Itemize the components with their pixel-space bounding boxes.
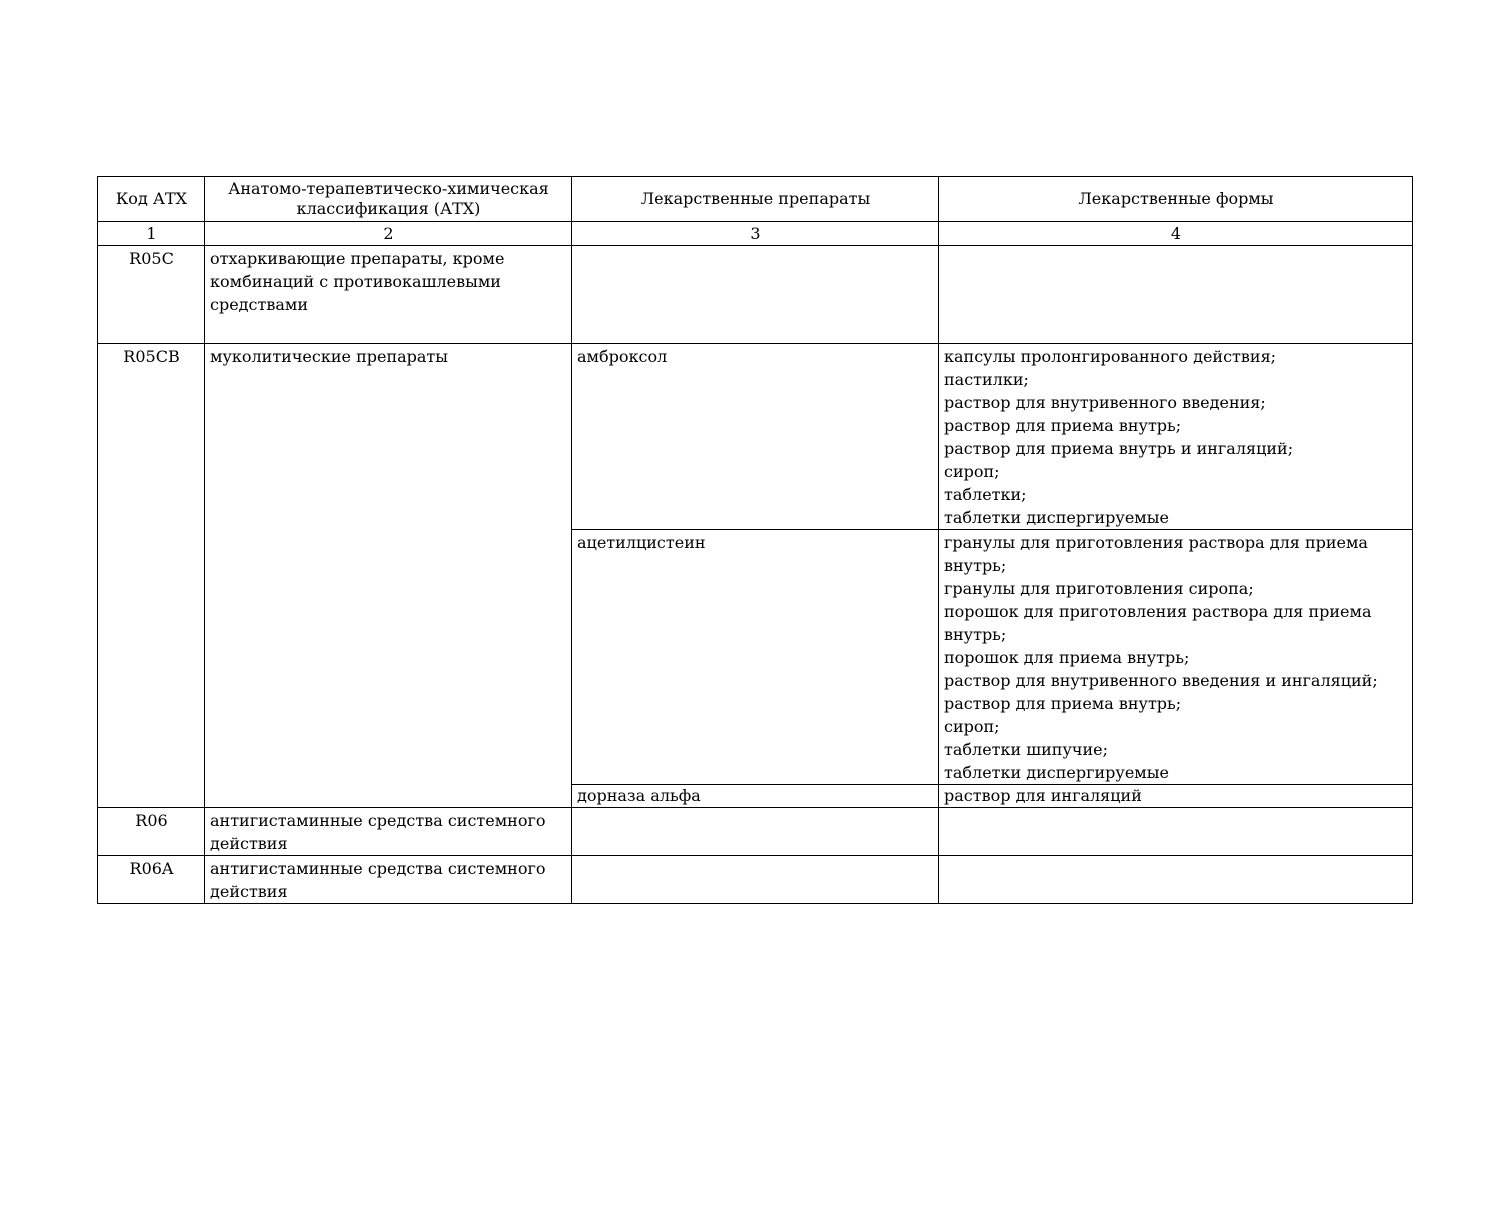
form-item: раствор для приема внутрь; — [944, 416, 1182, 435]
form-item: раствор для приема внутрь; — [944, 694, 1182, 713]
drug-cell — [572, 856, 939, 904]
form-item: раствор для внутривенного введения; — [944, 393, 1266, 412]
header-drugs: Лекарственные препараты — [572, 177, 939, 222]
atx-code-cell: R05CB — [98, 344, 205, 808]
form-item: раствор для приема внутрь и ингаляций; — [944, 439, 1294, 458]
column-number: 1 — [98, 222, 205, 246]
form-item: раствор для внутривенного введения и ингаляций; — [944, 671, 1378, 690]
form-item: гранулы для приготовления раствора для приема внутрь; — [944, 533, 1368, 575]
drug-cell — [572, 246, 939, 344]
form-item: капсулы пролонгированного действия; — [944, 347, 1277, 366]
form-item: сироп; — [944, 462, 1000, 481]
forms-cell — [939, 530, 1413, 785]
form-item: порошок для приема внутрь; — [944, 648, 1190, 667]
header-atx-code: Код АТХ — [98, 177, 205, 222]
forms-list — [944, 345, 1408, 529]
atx-code-cell: R05C — [98, 246, 205, 344]
forms-cell — [939, 344, 1413, 530]
form-item: раствор для ингаляций — [944, 786, 1142, 805]
drug-cell: ацетилцистеин — [572, 530, 939, 785]
classification-cell: отхаркивающие препараты, кроме комбинаций с противокашлевыми средствами — [205, 246, 572, 344]
forms-cell — [939, 785, 1413, 808]
forms-cell — [939, 808, 1413, 856]
atx-code-cell: R06 — [98, 808, 205, 856]
form-item: пастилки; — [944, 370, 1029, 389]
atx-table — [97, 176, 1413, 904]
forms-cell — [939, 856, 1413, 904]
forms-list — [944, 785, 1408, 807]
drug-cell — [572, 808, 939, 856]
atx-code-cell: R06A — [98, 856, 205, 904]
header-dosage-forms: Лекарственные формы — [939, 177, 1413, 222]
column-number-row — [98, 222, 1413, 246]
form-item: таблетки диспергируемые — [944, 763, 1169, 782]
forms-cell — [939, 246, 1413, 344]
form-item: порошок для приготовления раствора для приема внутрь; — [944, 602, 1372, 644]
form-item: сироп; — [944, 717, 1000, 736]
column-number: 3 — [572, 222, 939, 246]
table-row — [98, 246, 1413, 344]
column-number: 2 — [205, 222, 572, 246]
form-item: таблетки шипучие; — [944, 740, 1108, 759]
table-row — [98, 856, 1413, 904]
forms-list — [944, 531, 1408, 784]
header-atx-classification: Анатомо-терапевтическо-химическая классификация (АТХ) — [205, 177, 572, 222]
classification-cell: муколитические препараты — [205, 344, 572, 808]
classification-cell: антигистаминные средства системного действия — [205, 856, 572, 904]
form-item: гранулы для приготовления сиропа; — [944, 579, 1254, 598]
drug-cell: дорназа альфа — [572, 785, 939, 808]
table-header-row — [98, 177, 1413, 222]
column-number: 4 — [939, 222, 1413, 246]
form-item: таблетки; — [944, 485, 1027, 504]
classification-cell: антигистаминные средства системного действия — [205, 808, 572, 856]
table-row — [98, 808, 1413, 856]
form-item: таблетки диспергируемые — [944, 508, 1169, 527]
drug-cell: амброксол — [572, 344, 939, 530]
table-row — [98, 344, 1413, 530]
